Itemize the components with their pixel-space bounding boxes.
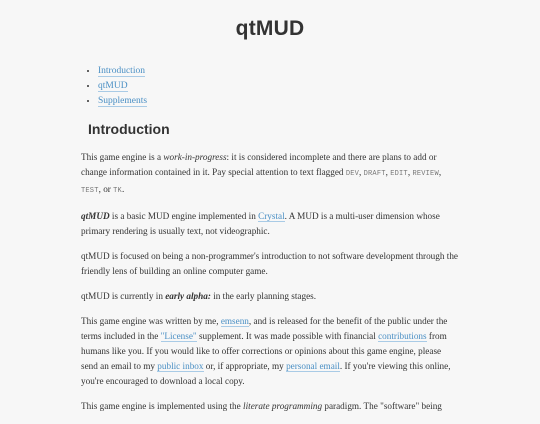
text: is a basic MUD engine implemented in: [109, 211, 259, 221]
text: , and is released for the benefit of the public under the terms included in the: [81, 316, 448, 341]
paragraph-authorship: [81, 314, 459, 389]
separator: ,: [385, 167, 391, 177]
text: : it is considered incomplete and there are plans to add or change information contained in it. Pay special attention to text flagged: [81, 152, 437, 177]
text: or, if appropriate, my: [203, 361, 287, 371]
crystal-link[interactable]: Crystal: [258, 211, 285, 221]
stage-emphasis: early alpha:: [165, 291, 211, 301]
text: This game engine was written by me,: [81, 316, 221, 326]
flag-edit: EDIT: [390, 170, 408, 178]
separator: ,: [438, 167, 442, 177]
toc-item: [98, 64, 147, 79]
paragraph-description: [81, 209, 459, 239]
page-title: qtMUD: [235, 17, 305, 40]
text: . A MUD is a multi-user dimension whose primary rendering is usually text, not videographic.: [81, 211, 440, 236]
toc-link-introduction[interactable]: Introduction: [98, 66, 145, 76]
literate-programming-emphasis: literate programming: [243, 401, 323, 411]
text: from humans like you. If you would like to offer corrections or opinions about this game engine, please send an email to my: [81, 331, 447, 371]
table-of-contents: [80, 64, 147, 109]
text: qtMUD is currently in: [81, 291, 166, 301]
separator: ,: [407, 167, 413, 177]
wip-emphasis: work-in-progress: [163, 152, 227, 162]
toc-item: [98, 79, 147, 94]
contributions-link[interactable]: contributions: [378, 331, 427, 341]
personal-email-link[interactable]: personal email: [286, 361, 340, 371]
flag-review: REVIEW: [412, 170, 439, 178]
license-link[interactable]: "License": [160, 331, 197, 341]
document-body: [81, 150, 459, 424]
flag-tk: TK: [113, 187, 122, 195]
engine-name: qtMUD: [81, 211, 110, 221]
flag-draft: DRAFT: [363, 170, 386, 178]
toc-link-supplements[interactable]: Supplements: [98, 96, 148, 106]
text: . If you're viewing this online, you're encouraged to download a local copy.: [81, 361, 451, 386]
paragraph-stage: [81, 289, 459, 304]
section-heading: Introduction: [88, 121, 170, 137]
separator: ,: [359, 167, 364, 177]
paragraph-focus: qtMUD is focused on being a non-programmer's introduction to not software development through the friendly lens of building an online computer game.: [81, 251, 458, 276]
text: paradigm. The "software" being: [322, 401, 442, 411]
separator: , or: [98, 184, 114, 194]
text: This game engine is a: [81, 152, 164, 162]
public-inbox-link[interactable]: public inbox: [157, 361, 204, 371]
paragraph-wip: [81, 150, 459, 199]
flag-test: TEST: [81, 187, 99, 195]
text: .: [121, 184, 125, 194]
flag-dev: DEV: [345, 170, 360, 178]
author-link[interactable]: emsenn: [220, 316, 249, 326]
toc-link-qtmud[interactable]: qtMUD: [98, 81, 128, 91]
text: supplement. It was made possible with financial: [196, 331, 379, 341]
text: in the early planning stages.: [210, 291, 317, 301]
toc-item: [98, 94, 147, 109]
paragraph-literate: [81, 399, 459, 414]
text: This game engine is implemented using the: [81, 401, 244, 411]
